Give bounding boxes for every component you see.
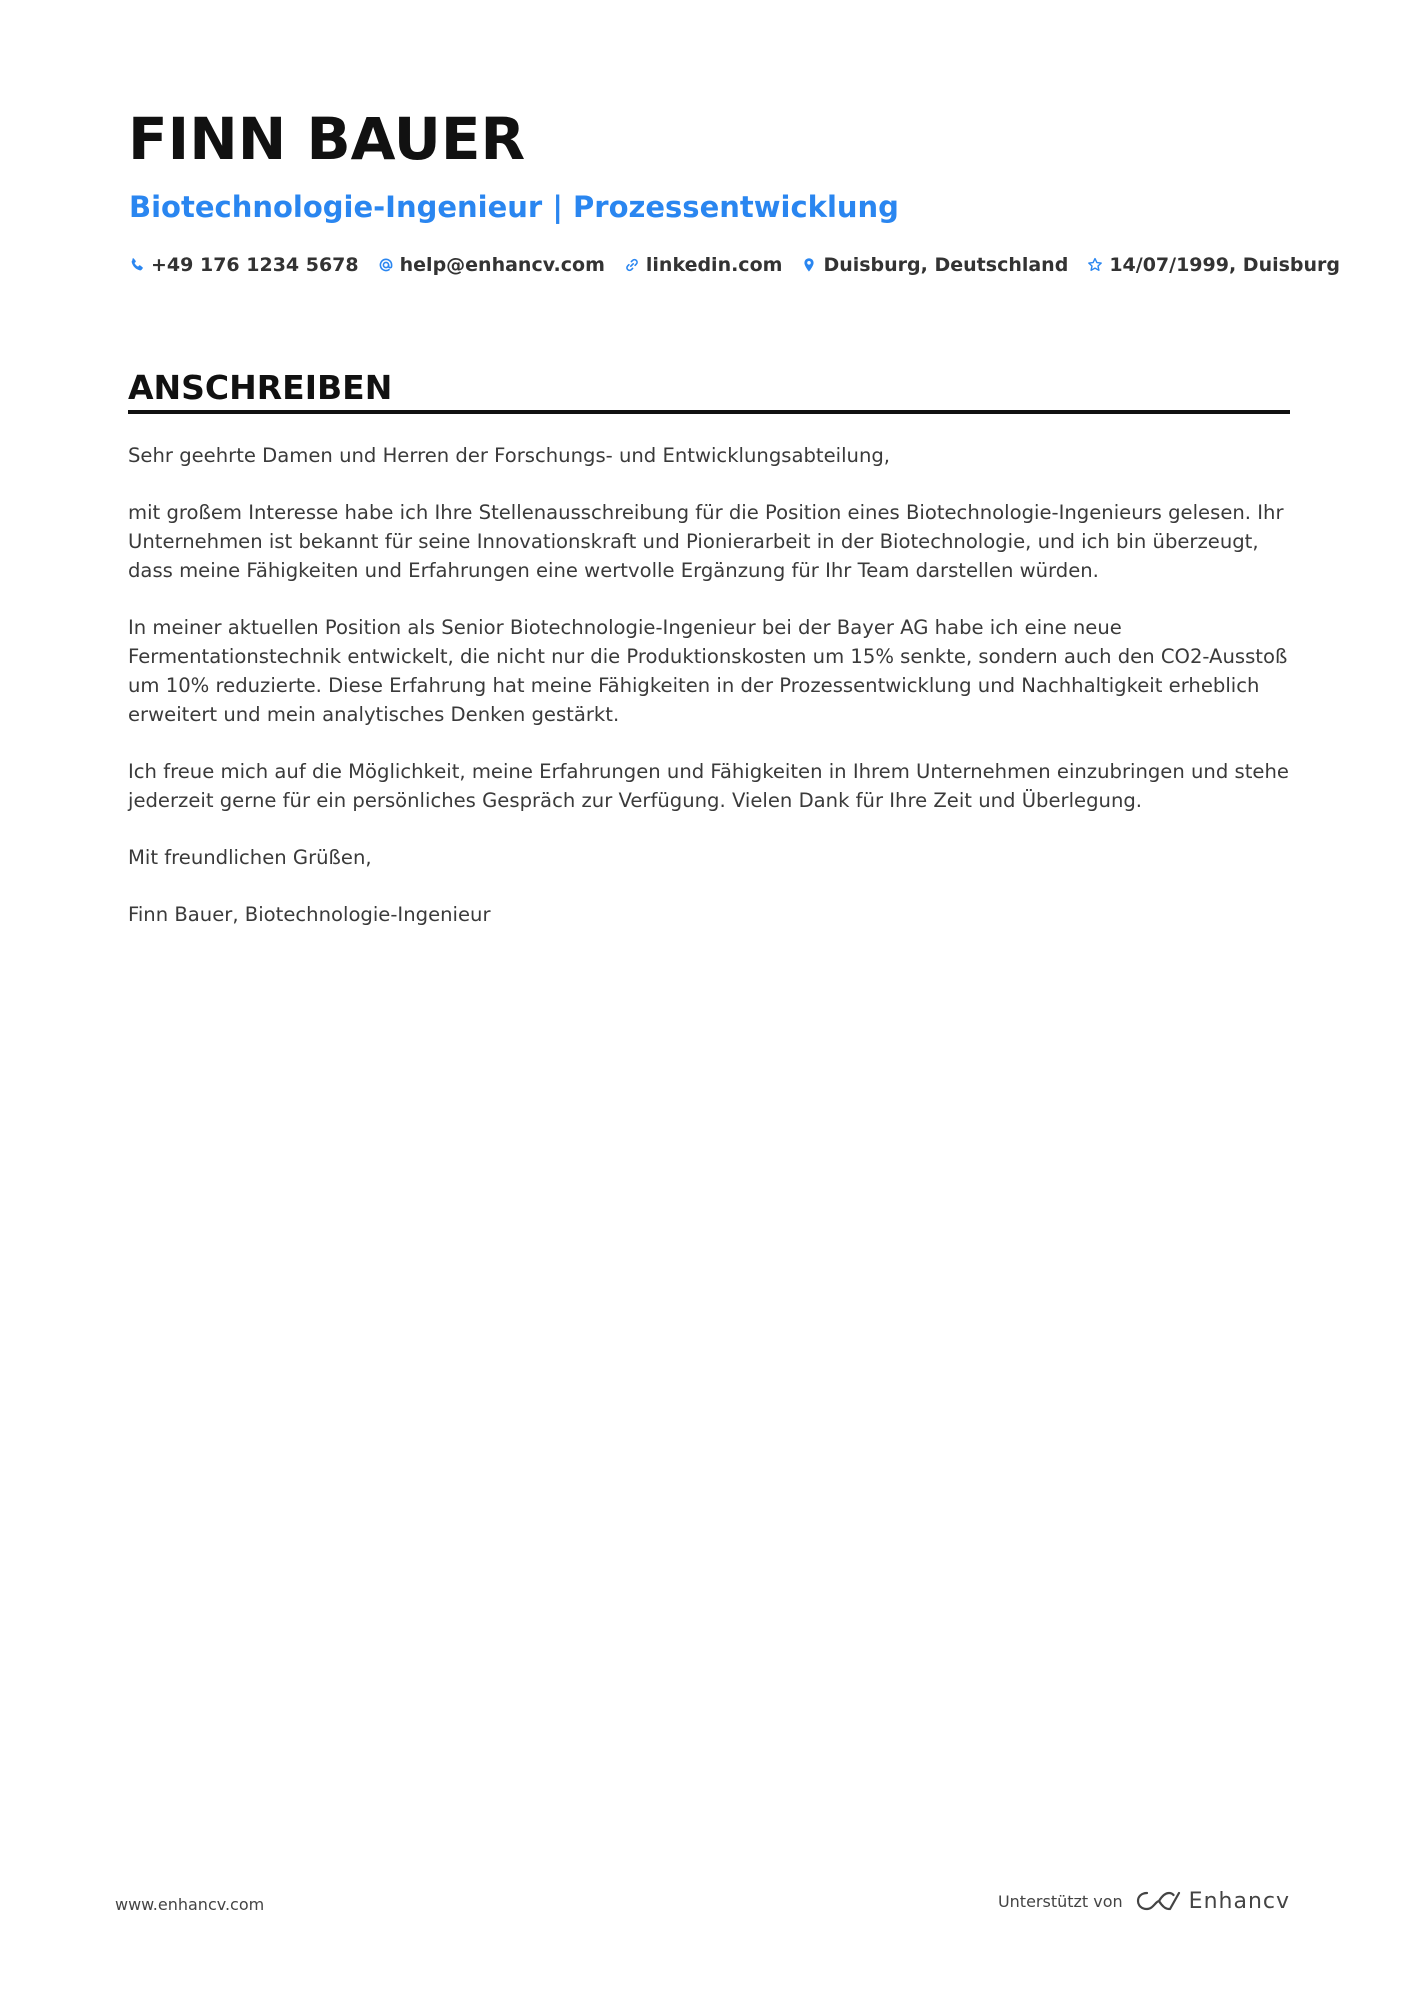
contact-location (801, 254, 1068, 276)
letter-body (128, 441, 1296, 957)
contact-birth (1087, 254, 1340, 276)
birth-text: 14/07/1999, Duisburg (1109, 254, 1341, 276)
enhancv-logo-icon (1135, 1888, 1181, 1914)
footer-branding (998, 1888, 1290, 1914)
phone-icon (129, 257, 145, 273)
candidate-name: FINN BAUER (128, 105, 526, 173)
star-icon (1087, 257, 1103, 273)
letter-paragraph-1: mit großem Interesse habe ich Ihre Stellenausschreibung für die Position eines Biotechnologie-Ingenieurs gelesen. Ihr Unternehmen ist bekannt für seine Innovationskraft und Pionierarbeit in der Biotechnologie, und ich bin überzeugt, dass meine Fähigkeiten und Erfahrungen eine wertvolle Ergänzung für Ihr Team darstellen würden. (128, 501, 1284, 582)
contact-linkedin[interactable] (624, 254, 783, 276)
letter-paragraph-2: In meiner aktuellen Position als Senior Biotechnologie-Ingenieur bei der Bayer AG habe ich eine neue Fermentationstechnik entwickelt, die nicht nur die Produktionskosten um 15% senkte, sondern auch den CO2-Ausstoß um 10% reduzierte. Diese Erfahrung hat meine Fähigkeiten in der Prozessentwicklung und Nachhaltigkeit erheblich erweitert und mein analytisches Denken gestärkt. (128, 616, 1288, 726)
letter-salutation: Sehr geehrte Damen und Herren der Forschungs- und Entwicklungsabteilung, (128, 444, 891, 467)
contact-bar (129, 254, 1359, 276)
email-text[interactable]: help@enhancv.com (399, 254, 605, 276)
contact-phone (129, 254, 359, 276)
section-divider (128, 410, 1290, 414)
candidate-title: Biotechnologie-Ingenieur | Prozessentwicklung (129, 190, 899, 224)
phone-text: +49 176 1234 5678 (151, 254, 359, 276)
linkedin-text[interactable]: linkedin.com (645, 254, 783, 276)
brand-name: Enhancv (1188, 1888, 1290, 1914)
contact-email[interactable] (378, 254, 605, 276)
letter-paragraph-3: Ich freue mich auf die Möglichkeit, meine Erfahrungen und Fähigkeiten in Ihrem Unternehmen einzubringen und stehe jederzeit gerne für ein persönliches Gespräch zur Verfügung. Vielen Dank für Ihre Zeit und Überlegung. (128, 760, 1289, 812)
section-heading: ANSCHREIBEN (128, 368, 393, 407)
footer-website[interactable]: www.enhancv.com (115, 1895, 265, 1914)
location-text: Duisburg, Deutschland (823, 254, 1069, 276)
link-icon (624, 257, 640, 273)
at-icon (378, 257, 394, 273)
letter-closing: Mit freundlichen Grüßen, (128, 846, 372, 869)
letter-signature: Finn Bauer, Biotechnologie-Ingenieur (128, 903, 491, 926)
location-pin-icon (801, 257, 817, 273)
powered-by-label: Unterstützt von (997, 1891, 1123, 1911)
